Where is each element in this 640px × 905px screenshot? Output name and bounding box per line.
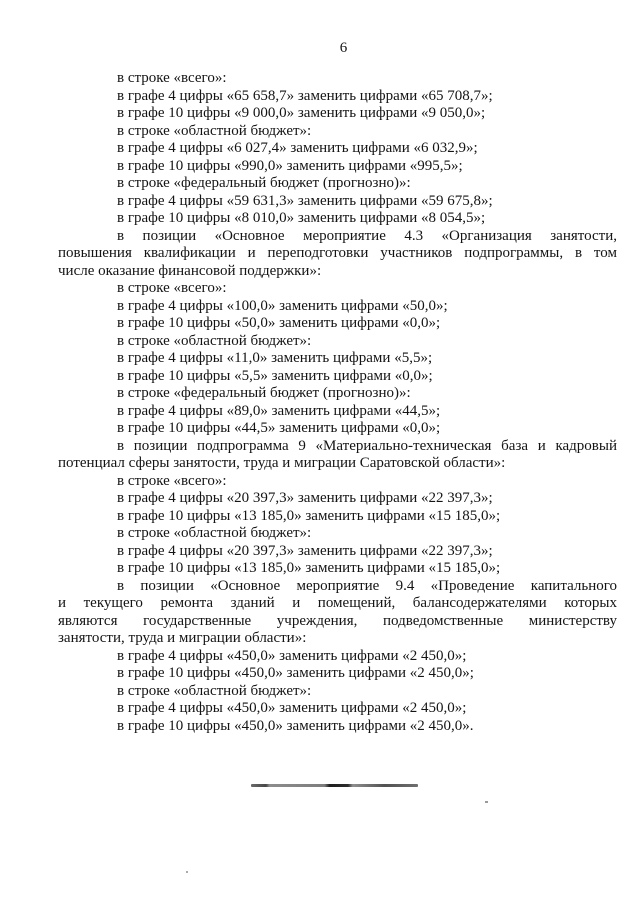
document-line: повышения квалификации и переподготовки участников подпрограммы, в том [58,245,617,261]
document-line: в графе 10 цифры «450,0» заменить цифрами «2 450,0»; [117,665,474,681]
document-line: в строке «областной бюджет»: [117,332,312,349]
document-line: в графе 4 цифры «20 397,3» заменить цифрами «22 397,3»; [117,542,493,559]
document-line: в строке «всего»: [117,70,227,86]
document-line: в строке «федеральный бюджет (прогнозно)»: [117,385,411,401]
document-line: в графе 4 цифры «450,0» заменить цифрами «2 450,0»; [117,700,467,716]
document-line: в строке «всего»: [117,472,227,489]
document-line: в графе 10 цифры «13 185,0» заменить цифрами «15 185,0»; [117,560,501,576]
document-line: в строке «федеральный бюджет (прогнозно)»: [117,175,411,191]
document-line: в графе 4 цифры «59 631,3» заменить цифрами «59 675,8»; [117,192,493,209]
document-line: и текущего ремонта зданий и помещений, балансодержателями которых [58,595,617,611]
document-line: являются государственные учреждения, подведомственные министерству [58,612,617,629]
document-line: в графе 4 цифры «65 658,7» заменить цифрами «65 708,7»; [117,87,493,104]
document-line: в графе 10 цифры «9 000,0» заменить цифрами «9 050,0»; [117,105,486,121]
document-line: в графе 4 цифры «450,0» заменить цифрами «2 450,0»; [117,647,467,664]
document-line: в строке «областной бюджет»: [117,525,312,541]
document-line: в графе 4 цифры «100,0» заменить цифрами «50,0»; [117,297,448,314]
document-line: в графе 4 цифры «20 397,3» заменить цифрами «22 397,3»; [117,490,493,506]
document-line: в позиции «Основное мероприятие 4.3 «Организация занятости, [117,227,617,244]
document-line: в графе 10 цифры «8 010,0» заменить цифрами «8 054,5»; [117,210,486,226]
separator-line [251,784,418,787]
page-number: 6 [339,40,348,56]
document-line: в графе 10 цифры «44,5» заменить цифрами «0,0»; [117,420,441,436]
scan-artifact [186,871,188,873]
document-line: числе оказание финансовой поддержки»: [58,262,322,279]
document-line: в графе 10 цифры «50,0» заменить цифрами «0,0»; [117,315,441,331]
document-line: в строке «всего»: [117,280,227,296]
document-line: в графе 10 цифры «990,0» заменить цифрами «995,5»; [117,157,463,174]
document-line: в графе 4 цифры «11,0» заменить цифрами «5,5»; [117,350,433,366]
document-line: занятости, труда и миграции области»: [58,630,307,646]
document-line: в графе 10 цифры «450,0» заменить цифрами «2 450,0». [117,717,474,734]
document-line: в позиции подпрограмма 9 «Материально-техническая база и кадровый [117,437,617,454]
scan-artifact [485,801,488,803]
document-line: в графе 10 цифры «5,5» заменить цифрами «0,0»; [117,367,433,384]
document-body [58,70,617,735]
document-line: в строке «областной бюджет»: [117,682,312,699]
document-line: в строке «областной бюджет»: [117,122,312,139]
document-line: в графе 10 цифры «13 185,0» заменить цифрами «15 185,0»; [117,507,501,524]
document-line: в позиции «Основное мероприятие 9.4 «Проведение капитального [117,577,617,594]
document-line: потенциал сферы занятости, труда и миграции Саратовской области»: [58,455,506,471]
document-line: в графе 4 цифры «6 027,4» заменить цифрами «6 032,9»; [117,140,478,156]
document-line: в графе 4 цифры «89,0» заменить цифрами «44,5»; [117,402,441,419]
